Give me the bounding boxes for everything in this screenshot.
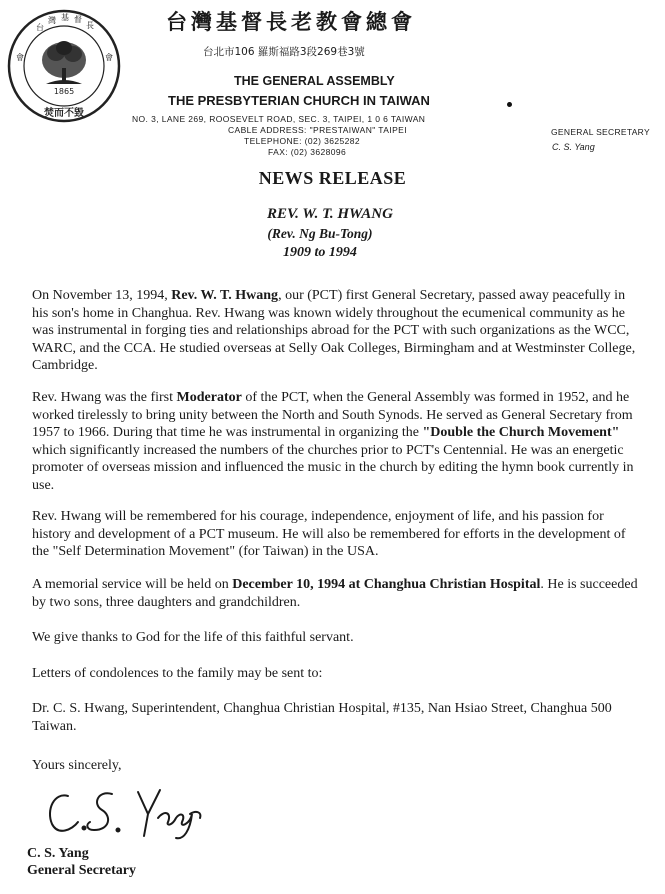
paragraph-2: Rev. Hwang was the first Moderator of the PCT, when the General Assembly was formed in 1952, and he worked tirelessly to bring unity between the North and South Synods. He served as General Secretary from 1957 to 1966. During that time he was instrumental in organizing the "Double the Church Movement" which significantly increased the numbers of the churches prior to PCT's Centennial. He was an energetic promoter of overseas mission and influenced the music in the church by editing the hymn book currently in use. bbox=[32, 390, 634, 493]
svg-text:督: 督 bbox=[74, 15, 82, 24]
svg-text:會: 會 bbox=[16, 53, 24, 62]
signer-name: C. S. Yang bbox=[27, 846, 89, 861]
org-english-line2: THE PRESBYTERIAN CHURCH IN TAIWAN bbox=[168, 93, 430, 108]
seal-year: 1865 bbox=[53, 87, 75, 96]
church-seal-logo bbox=[6, 8, 122, 124]
org-english-line1: THE GENERAL ASSEMBLY bbox=[234, 74, 395, 88]
bullet-dot bbox=[507, 102, 512, 107]
svg-text:基: 基 bbox=[61, 13, 69, 22]
paragraph-condolences: Letters of condolences to the family may be sent to: bbox=[32, 666, 323, 681]
svg-text:台: 台 bbox=[36, 23, 44, 32]
org-chinese-address: 台北市106 羅斯福路3段269巷3號 bbox=[203, 46, 365, 58]
subject-alt-name: (Rev. Ng Bu-Tong) bbox=[267, 226, 373, 241]
svg-text:灣: 灣 bbox=[48, 16, 56, 25]
fax-number: FAX: (02) 3628096 bbox=[268, 147, 347, 157]
paragraph-3: Rev. Hwang will be remembered for his courage, independence, enjoyment of life, and his passion for history and development of a PCT museum. He will also be remembered for efforts in the development of the "Self Determination Movement" (for Taiwan) in the USA. bbox=[32, 509, 626, 560]
telephone-number: TELEPHONE: (02) 3625282 bbox=[244, 136, 360, 146]
general-secretary-label: GENERAL SECRETARY bbox=[551, 127, 650, 137]
cable-address: CABLE ADDRESS: "PRESTAIWAN" TAIPEI bbox=[228, 125, 407, 135]
handwritten-signature bbox=[40, 784, 210, 842]
subject-name: REV. W. T. HWANG bbox=[267, 206, 393, 222]
general-secretary-name: C. S. Yang bbox=[552, 142, 595, 152]
org-chinese-name: 台灣基督長老教會總會 bbox=[166, 10, 416, 34]
paragraph-thanks: We give thanks to God for the life of this faithful servant. bbox=[32, 630, 354, 645]
seal-bottom-text: 焚而不毀 bbox=[44, 108, 84, 119]
closing-line: Yours sincerely, bbox=[32, 758, 122, 773]
paragraph-1: On November 13, 1994, Rev. W. T. Hwang, our (PCT) first General Secretary, passed away peacefully in his son's home in Changhua. Rev. Hwang was known widely throughout the ecumenical community as he was instrumental in forging ties and relationships abroad for the PCT with such organizations as the WCC, WARC, and the CCA. He studied overseas at Selly Oak Colleges, Birmingham and at Westminster College, Cambridge. bbox=[32, 288, 636, 374]
svg-text:會: 會 bbox=[105, 53, 113, 62]
subject-years: 1909 to 1994 bbox=[283, 245, 357, 260]
condolence-address: Dr. C. S. Hwang, Superintendent, Changhua Christian Hospital, #135, Nan Hsiao Street, Changhua 500 Taiwan. bbox=[32, 701, 612, 734]
paragraph-4: A memorial service will be held on December 10, 1994 at Changhua Christian Hospital. He is succeeded by two sons, three daughters and grandchildren. bbox=[32, 577, 638, 610]
svg-text:長: 長 bbox=[86, 21, 94, 30]
street-address: NO. 3, LANE 269, ROOSEVELT ROAD, SEC. 3, TAIPEI, 1 0 6 TAIWAN bbox=[132, 114, 426, 124]
news-release-title: NEWS RELEASE bbox=[258, 168, 407, 188]
burning-bush-icon bbox=[42, 41, 86, 84]
signer-title: General Secretary bbox=[27, 863, 136, 878]
